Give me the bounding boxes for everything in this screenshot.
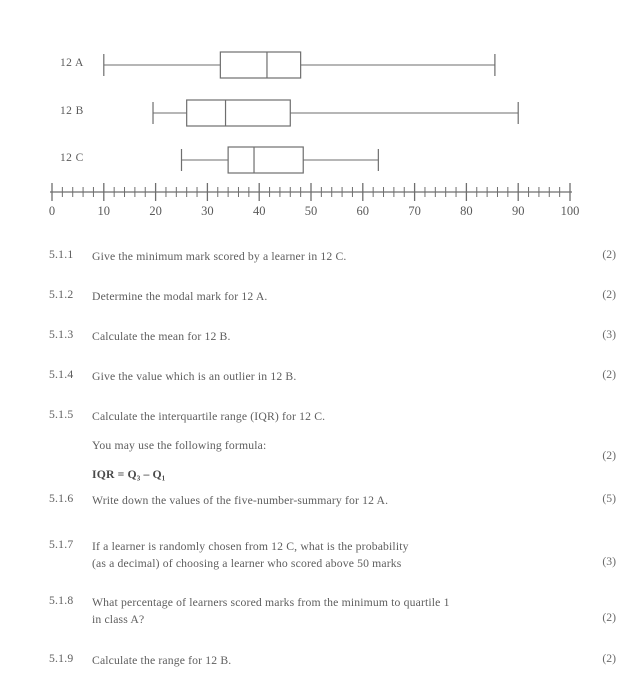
axis-tick-label: 100 — [560, 204, 580, 218]
question-marks: (2) — [602, 449, 616, 462]
question-number: 5.1.2 — [49, 288, 74, 301]
axis-tick-label: 30 — [201, 204, 214, 218]
boxplot-12b — [153, 100, 518, 126]
axis-tick-label: 0 — [48, 204, 56, 218]
question-marks: (3) — [602, 555, 616, 568]
question-text — [92, 492, 388, 509]
question-item — [0, 288, 633, 305]
question-marks: (2) — [602, 248, 616, 261]
box-iqr — [228, 147, 303, 173]
question-item — [0, 492, 633, 509]
question-marks: (2) — [602, 288, 616, 301]
series-label-12a: 12 A — [60, 57, 84, 69]
question-text-line: Calculate the range for 12 B. — [92, 654, 232, 667]
question-item — [0, 594, 633, 628]
page-bottom-artifact — [609, 678, 611, 689]
question-item — [0, 538, 633, 572]
question-item — [0, 248, 633, 265]
question-text-line: (as a decimal) of choosing a learner who scored above 50 marks — [92, 557, 402, 570]
question-text-line: Give the minimum mark scored by a learner in 12 C. — [92, 250, 347, 263]
question-text — [92, 594, 450, 628]
boxplot-series-group — [104, 52, 518, 173]
question-marks: (2) — [602, 611, 616, 624]
boxplot-12c — [182, 147, 379, 173]
question-text-line: in class A? — [92, 613, 145, 626]
question-number: 5.1.9 — [49, 652, 74, 665]
boxplot-axis-labels — [49, 204, 580, 218]
question-text-line: Calculate the mean for 12 B. — [92, 330, 231, 343]
question-marks: (5) — [602, 492, 616, 505]
axis-tick-label: 80 — [460, 204, 473, 218]
box-iqr — [187, 100, 291, 126]
boxplot-12a — [104, 52, 495, 78]
question-marks: (3) — [602, 328, 616, 341]
question-number: 5.1.3 — [49, 328, 74, 341]
question-number: 5.1.6 — [49, 492, 74, 505]
question-text-line: Write down the values of the five-number-summary for 12 A. — [92, 494, 389, 507]
question-number: 5.1.8 — [49, 594, 74, 607]
box-iqr — [220, 52, 300, 78]
question-item — [0, 368, 633, 385]
question-number: 5.1.1 — [49, 248, 74, 261]
boxplot-axis-group — [50, 183, 572, 201]
axis-tick-label: 10 — [97, 204, 111, 218]
question-text — [92, 538, 409, 572]
series-label-12b: 12 B — [60, 105, 84, 117]
question-text-line: What percentage of learners scored marks from the minimum to quartile 1 — [92, 596, 450, 609]
question-text-line: Calculate the interquartile range (IQR) for 12 C. — [92, 410, 326, 423]
axis-tick-label: 40 — [252, 204, 266, 218]
question-text — [92, 368, 296, 385]
question-text — [92, 328, 231, 345]
axis-tick-label: 70 — [408, 204, 421, 218]
question-item — [0, 652, 633, 669]
question-text-line: Give the value which is an outlier in 12 B. — [92, 370, 297, 383]
axis-tick-label: 50 — [304, 204, 318, 218]
question-text — [92, 652, 231, 669]
question-text — [92, 248, 347, 265]
question-text-line: Determine the modal mark for 12 A. — [92, 290, 268, 303]
boxplot-chart — [0, 0, 633, 232]
question-number: 5.1.7 — [49, 538, 74, 551]
question-number: 5.1.4 — [49, 368, 74, 381]
series-label-12c: 12 C — [60, 152, 84, 164]
question-item — [0, 328, 633, 345]
question-subtext: You may use the following formula: — [92, 439, 267, 452]
question-marks: (2) — [602, 652, 616, 665]
question-text — [92, 288, 268, 305]
boxplot-svg — [0, 0, 633, 232]
question-text — [92, 408, 325, 483]
axis-tick-label: 90 — [511, 204, 525, 218]
axis-tick-label: 20 — [149, 204, 162, 218]
question-marks: (2) — [602, 368, 616, 381]
question-text-line: If a learner is randomly chosen from 12 C, what is the probability — [92, 540, 409, 553]
question-number: 5.1.5 — [49, 408, 74, 421]
question-formula: IQR = Q₃ – Q₁ — [92, 468, 166, 481]
question-item — [0, 408, 633, 483]
axis-tick-label: 60 — [356, 204, 370, 218]
